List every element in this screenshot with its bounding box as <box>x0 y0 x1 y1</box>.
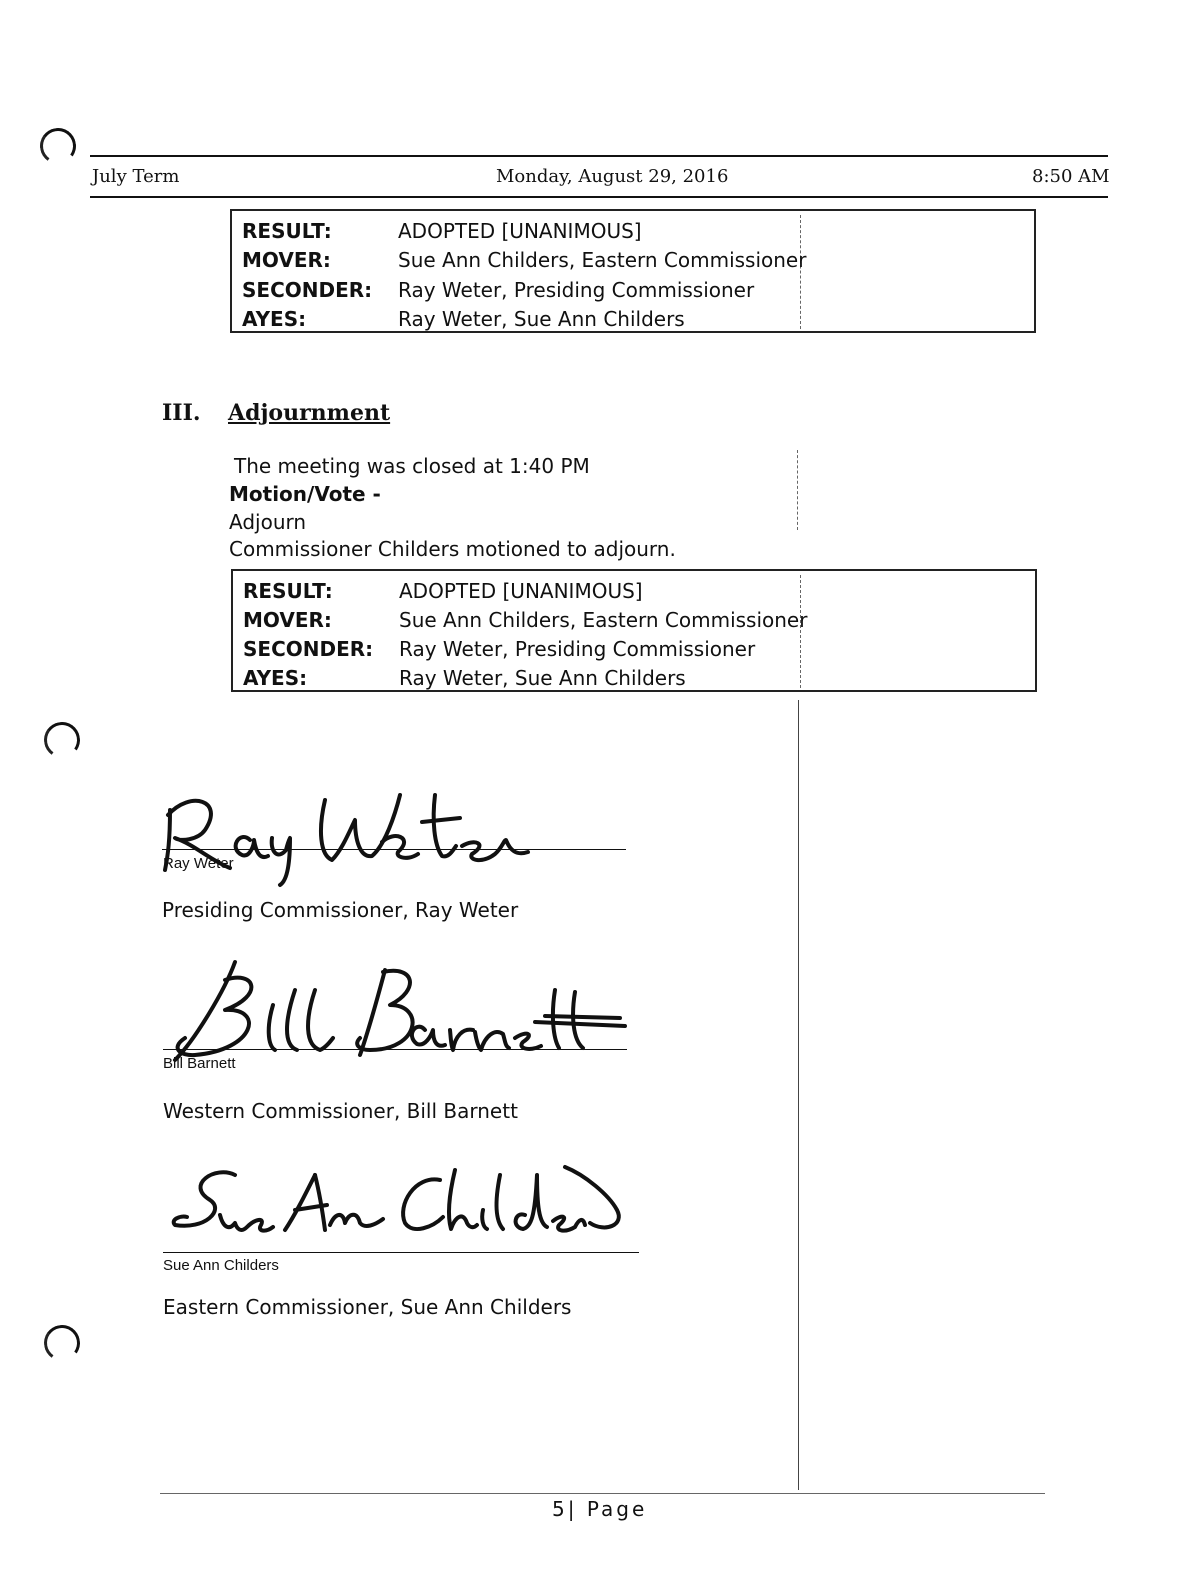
column-divider <box>800 215 801 329</box>
vote-row-mover: MOVER: Sue Ann Childers, Eastern Commissioner <box>242 248 807 272</box>
signature-printed-name: Ray Weter <box>163 855 234 872</box>
signature-line <box>163 1252 639 1253</box>
binder-hole-icon <box>41 719 83 761</box>
header-date: Monday, August 29, 2016 <box>496 166 729 187</box>
signature-sue-ann-childers <box>165 1155 635 1250</box>
signature-printed-name: Sue Ann Childers <box>163 1257 279 1274</box>
vote-row-result: RESULT: ADOPTED [UNANIMOUS] <box>243 579 643 603</box>
signature-title: Presiding Commissioner, Ray Weter <box>162 898 519 922</box>
binder-hole-icon <box>37 125 79 167</box>
vote-row-ayes: AYES: Ray Weter, Sue Ann Childers <box>242 307 685 331</box>
vote-row-mover: MOVER: Sue Ann Childers, Eastern Commissioner <box>243 608 808 632</box>
header-time: 8:50 AM <box>1032 166 1110 187</box>
header-rule-bottom <box>90 196 1108 198</box>
vote-result-table <box>230 209 1036 333</box>
column-guide <box>797 450 798 530</box>
binder-hole-icon <box>41 1322 83 1364</box>
motion-label: Motion/Vote - <box>229 482 381 506</box>
signature-bill-barnett <box>155 950 635 1070</box>
header-rule-top <box>90 155 1108 157</box>
header-term: July Term <box>92 166 180 187</box>
signature-printed-name: Bill Barnett <box>163 1055 236 1072</box>
signature-line <box>163 1049 627 1050</box>
signature-title: Eastern Commissioner, Sue Ann Childers <box>163 1295 572 1319</box>
vote-row-result: RESULT: ADOPTED [UNANIMOUS] <box>242 219 642 243</box>
motion-name: Adjourn <box>229 510 307 534</box>
page-footer <box>552 1497 647 1521</box>
vote-row-seconder: SECONDER: Ray Weter, Presiding Commissioner <box>243 637 756 661</box>
vote-row-ayes: AYES: Ray Weter, Sue Ann Childers <box>243 666 686 690</box>
section-title: Adjournment <box>228 400 391 426</box>
vote-result-table <box>231 569 1037 692</box>
signature-title: Western Commissioner, Bill Barnett <box>163 1099 518 1123</box>
page-number: 5 <box>552 1497 568 1521</box>
section-number: III. <box>162 400 201 426</box>
closed-text: The meeting was closed at 1:40 PM <box>234 454 590 478</box>
page-label: | Page <box>567 1497 648 1521</box>
signature-line <box>162 849 626 850</box>
column-guide <box>798 700 799 1490</box>
footer-rule <box>160 1493 1045 1494</box>
motion-detail: Commissioner Childers motioned to adjourn. <box>229 537 676 561</box>
vote-row-seconder: SECONDER: Ray Weter, Presiding Commissioner <box>242 278 755 302</box>
